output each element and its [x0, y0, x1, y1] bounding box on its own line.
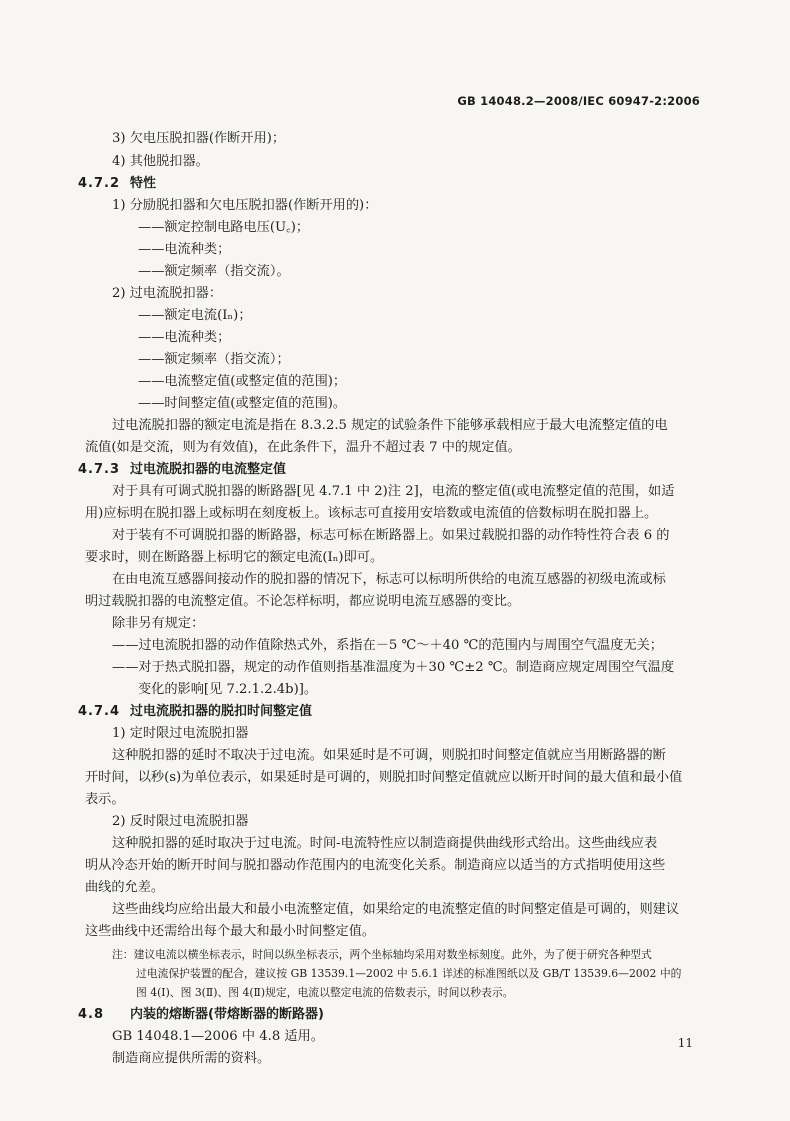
body-text-line: 这些曲线中还需给出每个最大和最小时间整定值。 [85, 924, 376, 939]
section-number: 4.8 [78, 1007, 105, 1022]
section-title: 特性 [130, 176, 157, 191]
body-text-line: 明过载脱扣器的电流整定值。不论怎样标明，都应说明电流互感器的变比。 [85, 594, 521, 609]
body-text-line: 过电流脱扣器的额定电流是指在 8.3.2.5 规定的试验条件下能够承载相应于最大电流整定值的电 [112, 418, 668, 433]
section-number: 4.7.2 [78, 176, 121, 191]
body-text-line: 这种脱扣器的延时取决于过电流。时间-电流特性应以制造商提供曲线形式给出。这些曲线应表 [112, 836, 658, 851]
body-text-line: 曲线的允差。 [85, 880, 165, 895]
section-number: 4.7.4 [78, 704, 121, 719]
body-text-line: 1) 分励脱扣器和欠电压脱扣器(作断开用的)： [112, 198, 378, 213]
section-heading [78, 701, 312, 723]
section-heading [78, 173, 156, 195]
body-text-line: 对于装有不可调脱扣器的断路器，标志可标在断路器上。如果过载脱扣器的动作特性符合表 6 的 [112, 528, 670, 543]
body-text-line: 在由电流互感器间接动作的脱扣器的情况下，标志可以标明所供给的电流互感器的初级电流或标 [112, 572, 666, 587]
body-text-line: ——额定控制电路电压(U꜀)； [138, 220, 310, 235]
body-text-line: 用)应标明在脱扣器上或标明在刻度板上。该标志可直接用安培数或电流值的倍数标明在脱扣器上。 [85, 506, 658, 521]
body-text-line: 要求时，则在断路器上标明它的额定电流(Iₙ)即可。 [85, 550, 384, 565]
body-text-line: 3) 欠电压脱扣器(作断开用)； [112, 131, 286, 146]
body-text-line: ——对于热式脱扣器，规定的动作值则指基准温度为＋30 ℃±2 ℃。制造商应规定周围空气温度 [112, 660, 675, 675]
body-text-line: ——过电流脱扣器的动作值除热式外，系指在－5 ℃～＋40 ℃的范围内与周围空气温度无关； [112, 638, 663, 653]
body-text-line: ——额定电流(Iₙ)； [138, 308, 252, 323]
body-text-line: ——额定频率（指交流）。 [138, 264, 290, 279]
body-text-line: ——电流种类； [138, 242, 231, 257]
body-text-line: 4) 其他脱扣器。 [112, 154, 209, 169]
body-text-line: 制造商应提供所需的资料。 [112, 1051, 271, 1066]
page-header-standard-code: GB 14048.2—2008/IEC 60947-2:2006 [457, 94, 700, 108]
body-text-line: ——额定频率（指交流）； [138, 352, 290, 367]
body-text-line: 明从冷态开始的断开时间与脱扣器动作范围内的电流变化关系。制造商应以适当的方式指明使用这些 [85, 858, 666, 873]
body-text-line: 流值(如是交流，则为有效值)，在此条件下，温升不超过表 7 中的规定值。 [85, 440, 521, 455]
body-text-line: ——电流种类； [138, 330, 231, 345]
body-text-line: 1) 定时限过电流脱扣器 [112, 726, 249, 741]
body-text-line: 对于具有可调式脱扣器的断路器[见 4.7.1 中 2)注 2]，电流的整定值(或电流整定值的范围，如适 [112, 484, 675, 499]
body-text-line: 开时间，以秒(s)为单位表示，如果延时是可调的，则脱扣时间整定值就应以断开时间的最大值和最小值 [85, 770, 683, 785]
section-heading [78, 1004, 324, 1026]
section-title: 过电流脱扣器的电流整定值 [130, 462, 287, 477]
note-line: 注：建议电流以横坐标表示，时间以纵坐标表示，两个坐标轴均采用对数坐标刻度。此外，为了便于研究各种型式 [112, 948, 652, 961]
body-text-line: 这种脱扣器的延时不取决于过电流。如果延时是不可调，则脱扣时间整定值就应当用断路器的断 [112, 748, 666, 763]
section-heading [78, 459, 286, 481]
page-number: 11 [677, 1036, 693, 1050]
note-line: 过电流保护装置的配合，建议按 GB 13539.1—2002 中 5.6.1 详述的标准图纸以及 GB/T 13539.6—2002 中的 [136, 967, 682, 980]
body-text-line: GB 14048.1—2006 中 4.8 适用。 [112, 1029, 324, 1044]
body-text-line: 变化的影响[见 7.2.1.2.4b)]。 [138, 682, 318, 697]
body-text-line: ——电流整定值(或整定值的范围)； [138, 374, 347, 389]
section-title: 内装的熔断器(带熔断器的断路器) [130, 1007, 324, 1022]
section-number: 4.7.3 [78, 462, 121, 477]
body-text-line: 2) 反时限过电流脱扣器 [112, 814, 249, 829]
section-title: 过电流脱扣器的脱扣时间整定值 [130, 704, 313, 719]
body-text-line: 这些曲线均应给出最大和最小电流整定值，如果给定的电流整定值的时间整定值是可调的，则建议 [112, 902, 680, 917]
body-text-line: 2) 过电流脱扣器： [112, 286, 223, 301]
body-text-line: ——时间整定值(或整定值的范围)。 [138, 396, 347, 411]
body-text-line: 除非另有规定： [112, 616, 205, 631]
note-line: 图 4(Ⅰ)、图 3(Ⅱ)、图 4(Ⅱ)规定，电流以整定电流的倍数表示，时间以秒表示。 [136, 986, 514, 999]
body-text-line: 表示。 [85, 792, 125, 807]
